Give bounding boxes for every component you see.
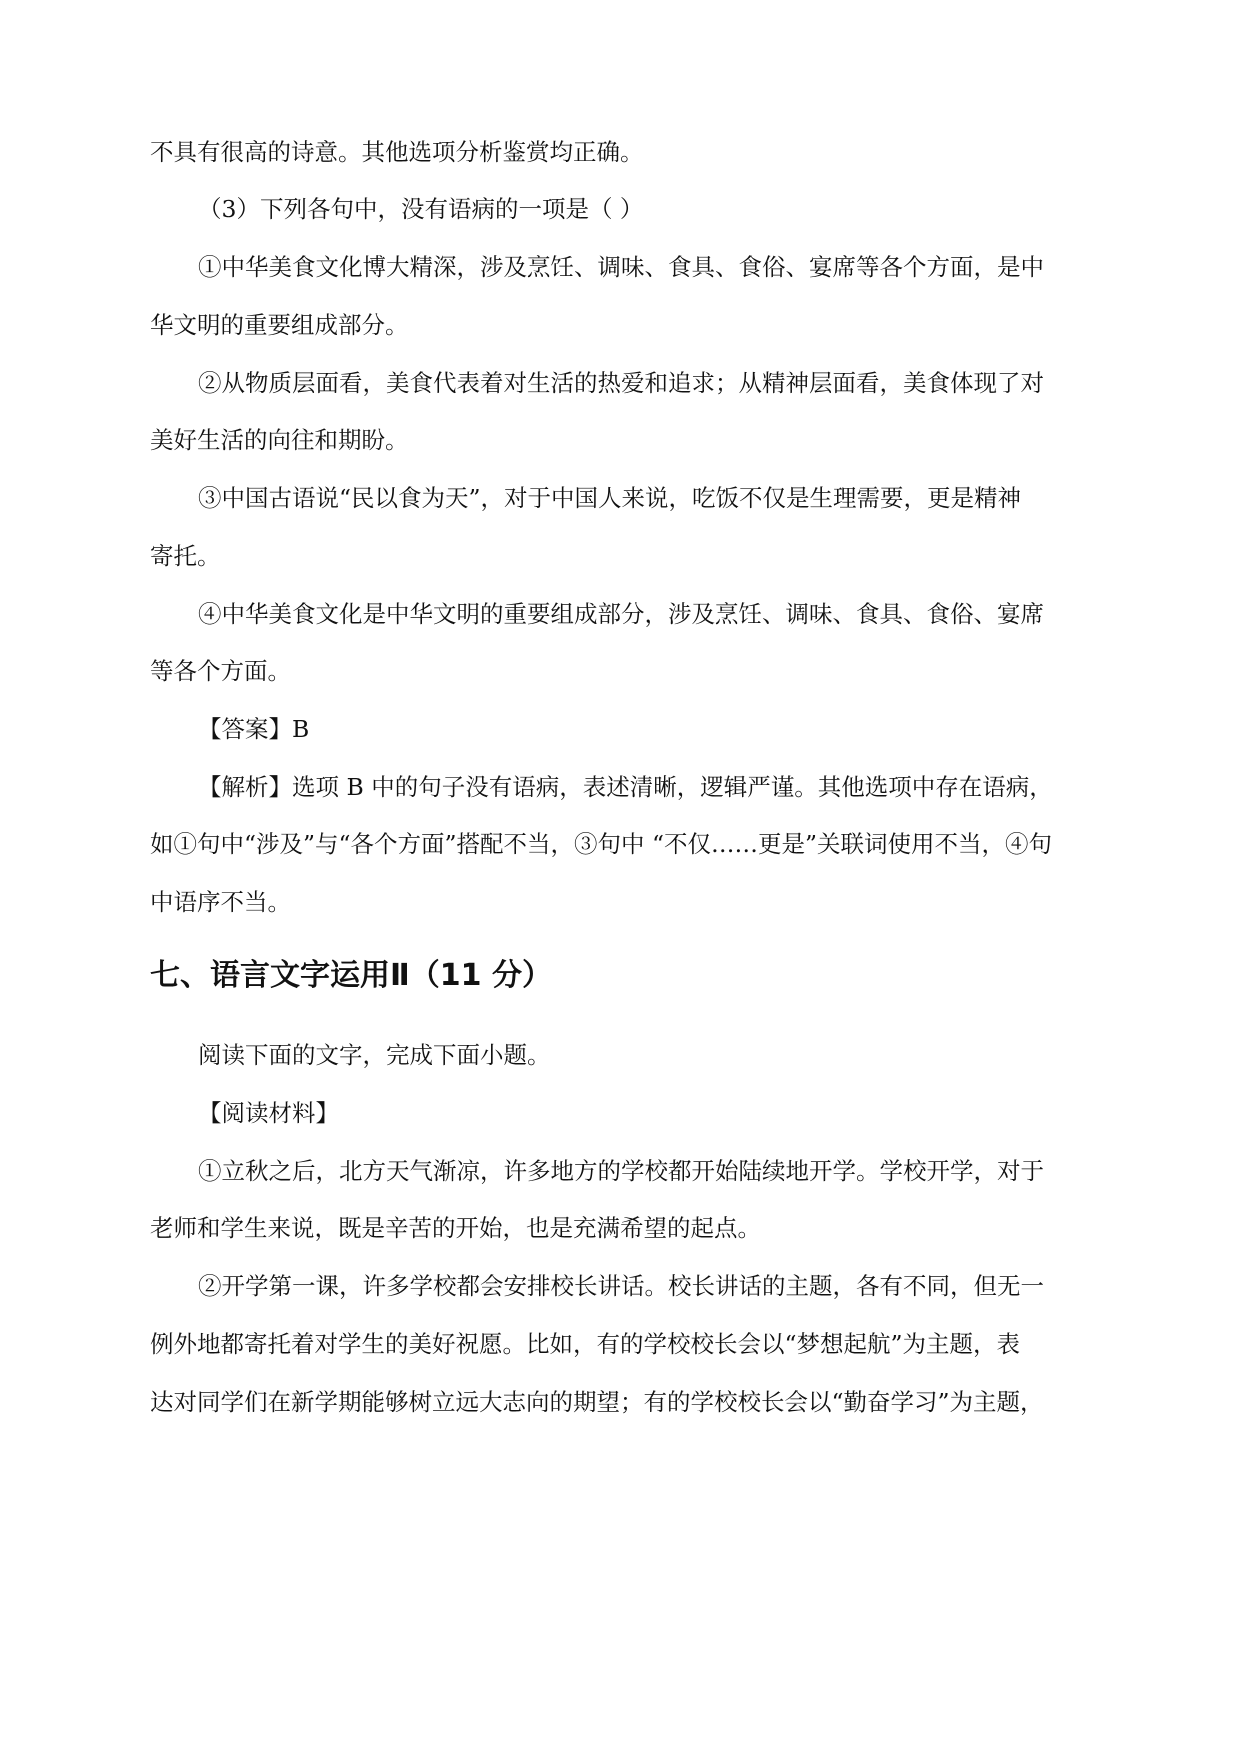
material-para-1-line-1: ①立秋之后，北方天气渐凉，许多地方的学校都开始陆续地开学。学校开学，对于 <box>198 1157 1044 1185</box>
option-3-line-2: 寄托。 <box>150 542 221 570</box>
material-para-2-line-1: ②开学第一课，许多学校都会安排校长讲话。校长讲话的主题，各有不同，但无一 <box>198 1272 1044 1300</box>
section-heading: 七、语言文字运用Ⅱ（11 分） <box>150 958 552 993</box>
option-4-line-2: 等各个方面。 <box>150 657 291 685</box>
option-2-line-2: 美好生活的向往和期盼。 <box>150 426 409 454</box>
option-1-line-1: ①中华美食文化博大精深，涉及烹饪、调味、食具、食俗、宴席等各个方面，是中 <box>198 253 1044 281</box>
question-stem: （3）下列各句中，没有语病的一项是（ ） <box>198 195 644 223</box>
material-para-2-line-3: 达对同学们在新学期能够树立远大志向的期望；有的学校校长会以“勤奋学习”为主题， <box>150 1388 1044 1416</box>
material-label: 【阅读材料】 <box>198 1099 339 1127</box>
material-para-1-line-2: 老师和学生来说，既是辛苦的开始，也是充满希望的起点。 <box>150 1214 761 1242</box>
option-3-line-1: ③中国古语说“民以食为天”，对于中国人来说，吃饭不仅是生理需要，更是精神 <box>198 484 1022 512</box>
option-1-line-2: 华文明的重要组成部分。 <box>150 311 409 339</box>
analysis-line-2: 如①句中“涉及”与“各个方面”搭配不当，③句中 “不仅……更是”关联词使用不当，④句 <box>150 830 1053 858</box>
analysis-line-1: 【解析】选项 B 中的句子没有语病，表述清晰，逻辑严谨。其他选项中存在语病， <box>198 773 1053 801</box>
material-para-2-line-2: 例外地都寄托着对学生的美好祝愿。比如，有的学校校长会以“梦想起航”为主题，表 <box>150 1330 1021 1358</box>
text-line: 不具有很高的诗意。其他选项分析鉴赏均正确。 <box>150 138 644 166</box>
option-4-line-1: ④中华美食文化是中华文明的重要组成部分，涉及烹饪、调味、食具、食俗、宴席 <box>198 600 1044 628</box>
instruction-line: 阅读下面的文字，完成下面小题。 <box>198 1041 551 1069</box>
analysis-line-3: 中语序不当。 <box>150 888 291 916</box>
answer-line: 【答案】B <box>198 715 310 743</box>
option-2-line-1: ②从物质层面看，美食代表着对生活的热爱和追求；从精神层面看，美食体现了对 <box>198 369 1044 397</box>
